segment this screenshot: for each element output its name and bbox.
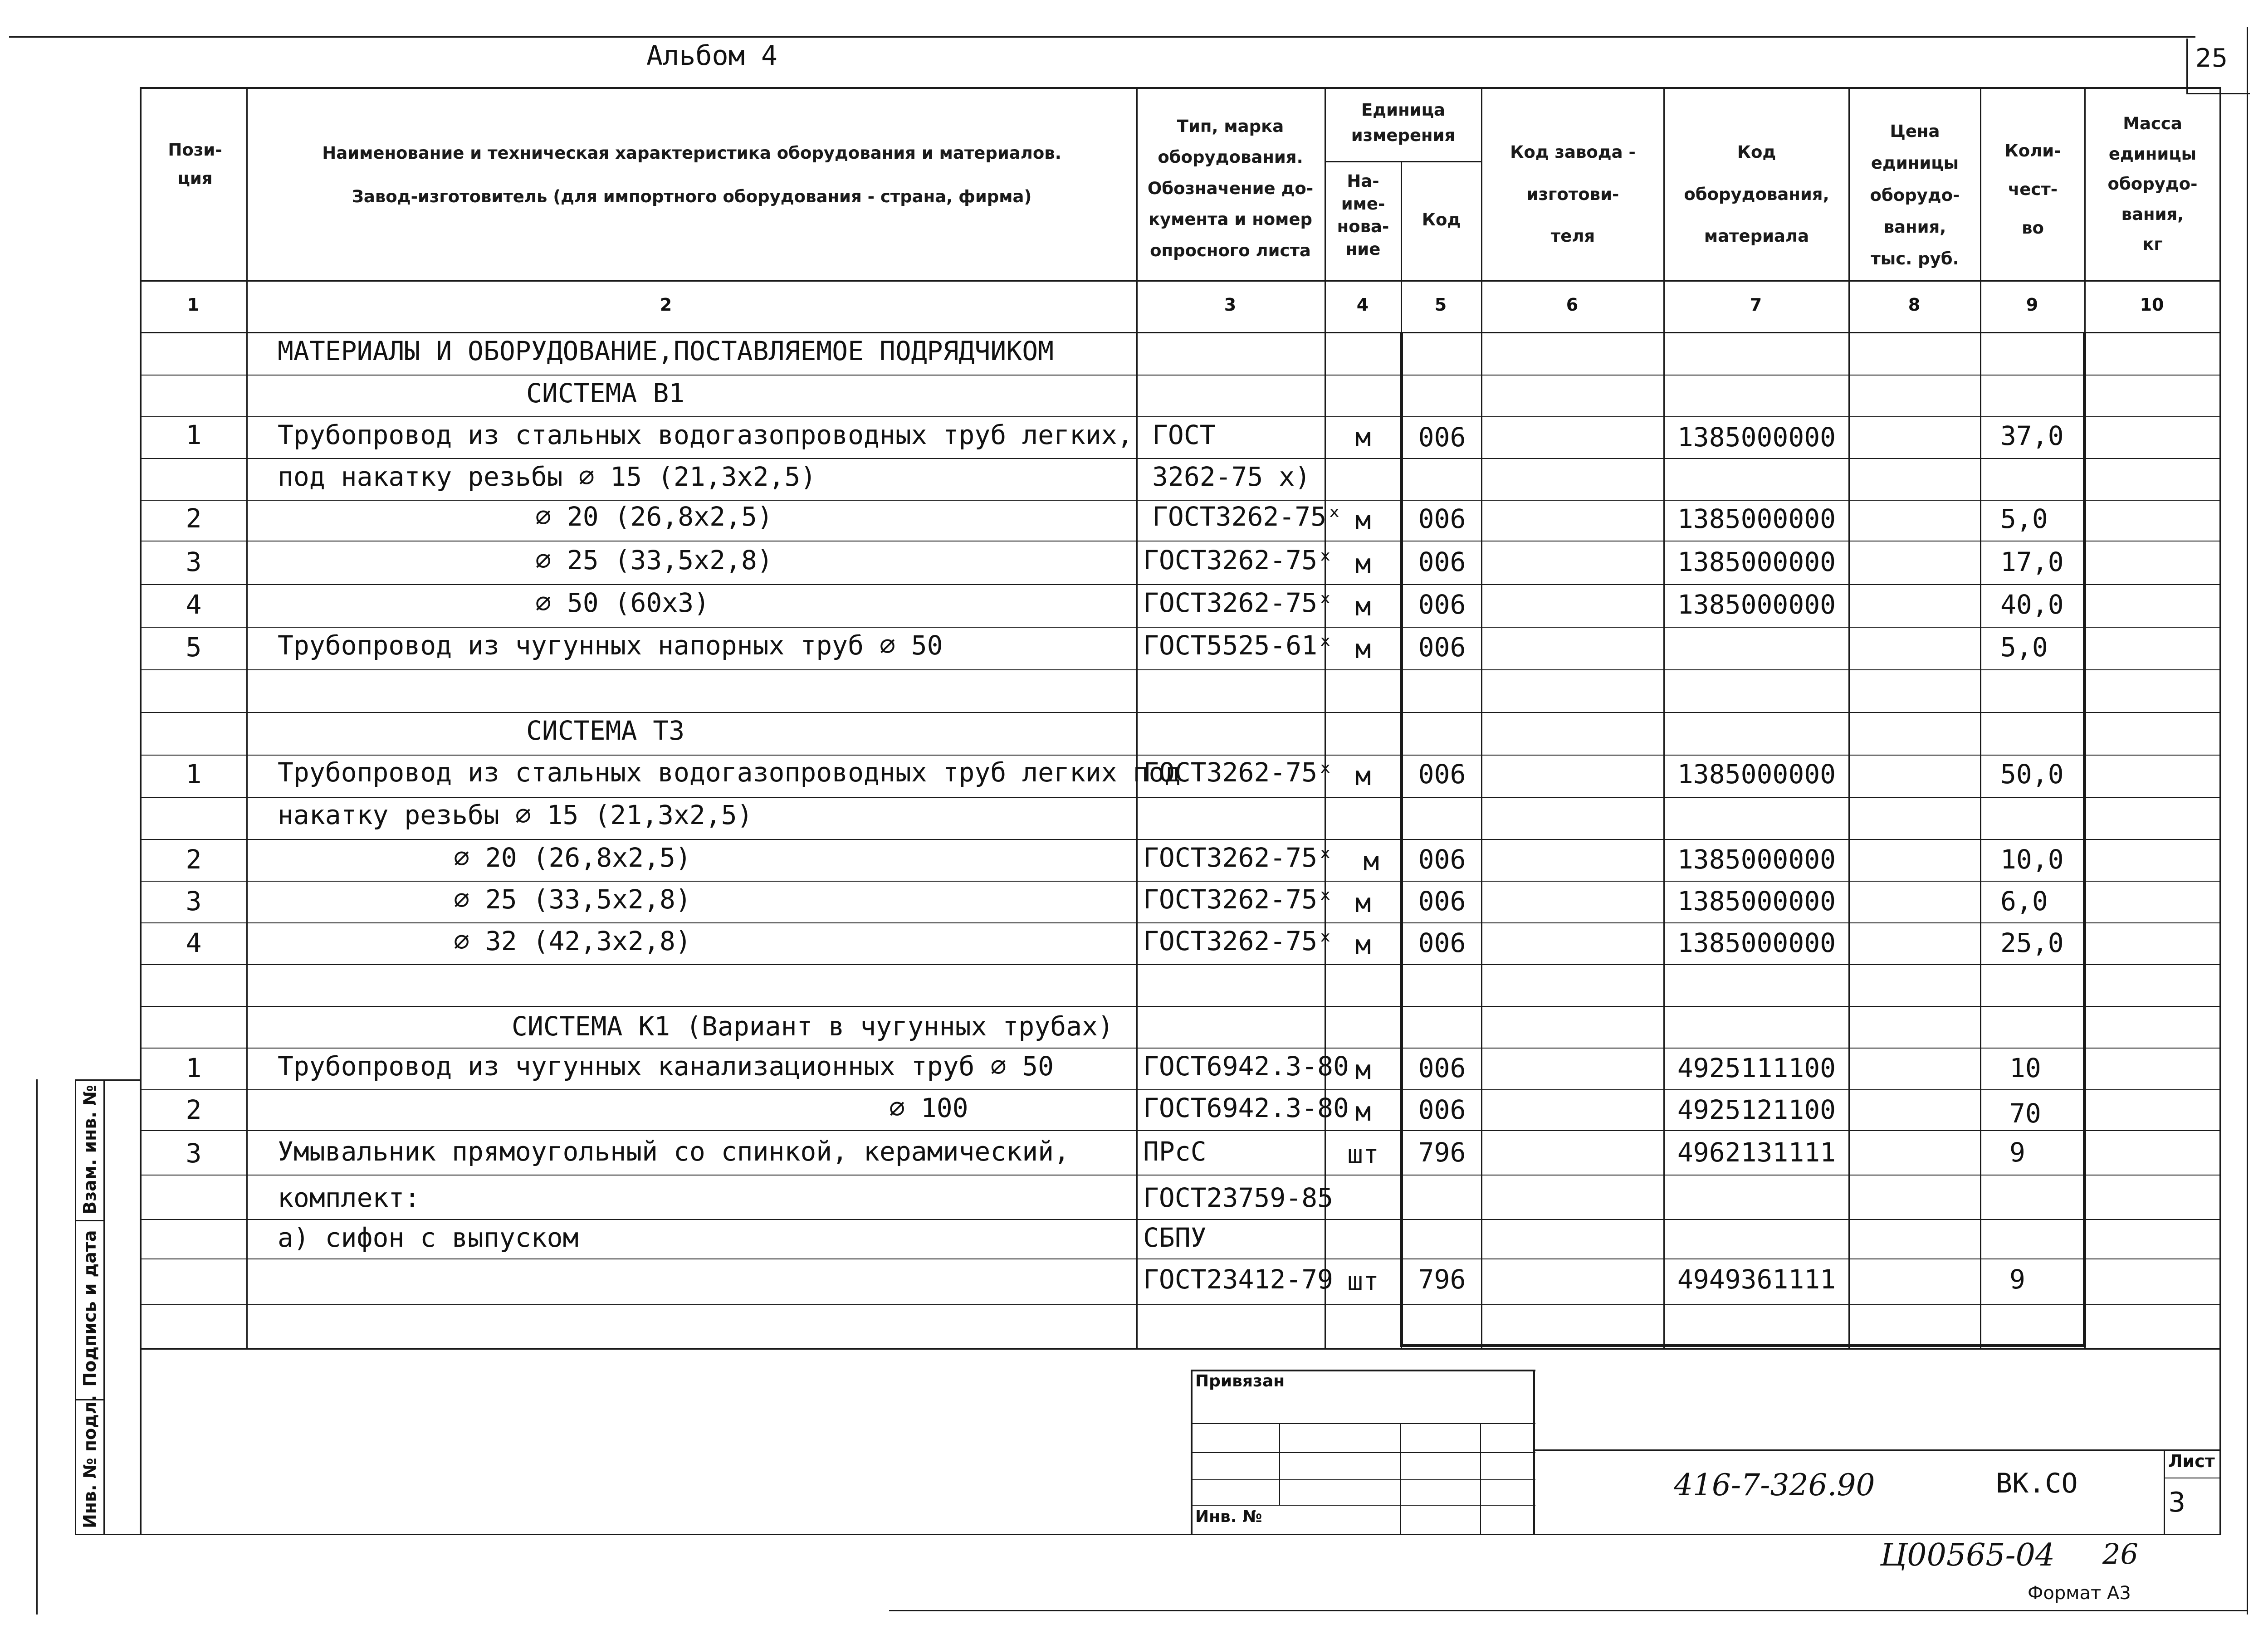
paper-format: Формат А3 (2028, 1583, 2131, 1604)
row-unit: м (1355, 761, 1371, 791)
sheet-label: Лист (2168, 1451, 2215, 1471)
row-type: ПРсС (1143, 1136, 1207, 1167)
row-name: накатку резьбы ⌀ 15 (21,3х2,5) (278, 800, 753, 830)
row-name: ⌀ 20 (26,8х2,5) (454, 842, 691, 873)
col-number: 4 (1356, 295, 1369, 315)
row-equipment-code: 1385000000 (1677, 546, 1836, 577)
row-equipment-code: 1385000000 (1677, 844, 1836, 875)
row-unit-code: 006 (1418, 546, 1466, 577)
row-name: Трубопровод из чугунных канализационных труб ⌀ 50 (278, 1051, 1054, 1082)
row-unit: м (1355, 505, 1371, 536)
row-name: ⌀ 100 (889, 1093, 968, 1123)
row-unit-code: 006 (1418, 1094, 1466, 1125)
col-number: 2 (660, 295, 672, 315)
row-quantity: 10,0 (2000, 844, 2064, 875)
row-position: 3 (186, 546, 202, 577)
col-number: 1 (187, 295, 200, 315)
col-number: 10 (2140, 295, 2164, 315)
col-number: 8 (1908, 295, 1921, 315)
header-position: Пози- ция (168, 140, 222, 188)
row-unit-code: 006 (1418, 886, 1466, 917)
row-unit: м (1363, 846, 1379, 877)
row-unit-code: 796 (1418, 1264, 1466, 1295)
row-unit-code: 006 (1418, 589, 1466, 620)
row-equipment-code: 1385000000 (1677, 503, 1836, 534)
col-number: 6 (1566, 295, 1579, 315)
row-unit: м (1355, 634, 1371, 664)
row-quantity: 17,0 (2000, 546, 2064, 577)
row-equipment-code: 4949361111 (1677, 1264, 1836, 1295)
row-unit-code: 006 (1418, 1053, 1466, 1083)
system-title: СИСТЕМА В1 (526, 378, 685, 409)
row-quantity: 9 (2009, 1264, 2025, 1295)
header-unit: Единица измерения (1351, 100, 1456, 145)
row-name: ⌀ 50 (60х3) (535, 587, 710, 618)
row-type: 3262-75 х) (1152, 461, 1311, 492)
row-name: Умывальник прямоугольный со спинкой, керамический, (278, 1136, 1070, 1167)
row-equipment-code: 4925111100 (1677, 1053, 1836, 1083)
header-price: Цена единицы оборудо- вания, тыс. руб. (1870, 122, 1960, 269)
handwritten-code: Ц00565-04 (1880, 1537, 2055, 1573)
frame-left (36, 1079, 38, 1614)
section-title: МАТЕРИАЛЫ И ОБОРУДОВАНИЕ,ПОСТАВЛЯЕМОЕ ПОДРЯДЧИКОМ (278, 336, 1054, 366)
row-equipment-code: 1385000000 (1677, 759, 1836, 790)
row-unit: м (1355, 591, 1371, 622)
row-position: 2 (186, 503, 202, 534)
row-type: ГОСТ3262-75ˣ (1152, 501, 1343, 532)
header-mass: Масса единицы оборудо- вания, кг (2107, 114, 2198, 254)
page-box-bottom (2186, 93, 2250, 94)
row-position: 1 (186, 1053, 202, 1083)
row-type: ГОСТ5525-61ˣ (1143, 630, 1334, 661)
row-equipment-code: 1385000000 (1677, 927, 1836, 958)
row-type: ГОСТ3262-75ˣ (1143, 884, 1334, 915)
system-title: СИСТЕМА Т3 (526, 715, 685, 746)
row-position: 2 (186, 1094, 202, 1125)
row-unit: м (1355, 1096, 1371, 1127)
frame-bottom (889, 1610, 2247, 1611)
row-name: ⌀ 32 (42,3х2,8) (454, 926, 691, 956)
row-unit-code: 006 (1418, 759, 1466, 790)
row-name: Трубопровод из стальных водогазопроводных труб легких, (278, 419, 1133, 450)
row-type: СБПУ (1143, 1222, 1207, 1253)
row-equipment-code: 4925121100 (1677, 1094, 1836, 1125)
row-name: ⌀ 20 (26,8х2,5) (535, 501, 773, 532)
header-quantity: Коли- чест- во (2004, 141, 2061, 238)
row-name: под накатку резьбы ⌀ 15 (21,3х2,5) (278, 461, 816, 492)
row-equipment-code: 1385000000 (1677, 422, 1836, 453)
row-quantity: 37,0 (2000, 420, 2064, 451)
album-title: Альбом 4 (646, 40, 777, 72)
row-unit-code: 006 (1418, 503, 1466, 534)
row-type: ГОСТ3262-75ˣ (1143, 757, 1334, 788)
row-name: комплект: (278, 1182, 420, 1213)
page-box-left (2186, 39, 2188, 93)
col-number: 5 (1434, 295, 1447, 315)
col-number: 7 (1750, 295, 1762, 315)
col-number: 9 (2026, 295, 2038, 315)
row-unit: м (1355, 1054, 1371, 1085)
top-rule (9, 36, 2195, 38)
row-name: ⌀ 25 (33,5х2,8) (535, 545, 773, 576)
row-position: 4 (186, 589, 202, 620)
row-unit-code: 006 (1418, 927, 1466, 958)
row-type: ГОСТ3262-75ˣ (1143, 545, 1334, 576)
row-unit: м (1355, 548, 1371, 579)
header-equipment-code: Код оборудования, материала (1684, 142, 1829, 246)
row-position: 3 (186, 886, 202, 917)
row-type: ГОСТ3262-75ˣ (1143, 926, 1334, 956)
stamp-inv: Инв. № (1195, 1507, 1262, 1526)
row-quantity: 6,0 (2000, 886, 2048, 917)
row-position: 2 (186, 844, 202, 875)
row-name: Трубопровод из чугунных напорных труб ⌀ 50 (278, 630, 943, 661)
row-unit: м (1355, 422, 1371, 453)
row-equipment-code: 1385000000 (1677, 886, 1836, 917)
row-type: ГОСТ3262-75ˣ (1143, 842, 1334, 873)
row-unit-code: 006 (1418, 632, 1466, 663)
stamp-inv-podl: Инв. № подл. (80, 1395, 100, 1528)
header-unit-name: На- име- нова- ние (1337, 171, 1389, 259)
document-mark: ВК.СО (1996, 1468, 2078, 1499)
row-quantity: 10 (2009, 1053, 2041, 1083)
header-factory-code: Код завода - изготови- теля (1510, 142, 1636, 246)
header-type: Тип, марка оборудования. Обозначение до- кумента и номер опросного листа (1147, 117, 1314, 260)
row-unit: м (1355, 888, 1371, 918)
row-position: 1 (186, 759, 202, 790)
row-quantity: 25,0 (2000, 927, 2064, 958)
row-position: 5 (186, 632, 202, 663)
row-type: ГОСТ6942.3-80 (1143, 1093, 1349, 1123)
row-quantity: 5,0 (2000, 503, 2048, 534)
row-type: ГОСТ3262-75ˣ (1143, 587, 1334, 618)
stamp-vzam-inv: Взам. инв. № (80, 1085, 100, 1215)
sheet-number: 3 (2168, 1487, 2186, 1518)
row-type: ГОСТ (1152, 419, 1216, 450)
row-quantity: 9 (2009, 1137, 2025, 1168)
row-quantity: 40,0 (2000, 589, 2064, 620)
row-equipment-code: 1385000000 (1677, 589, 1836, 620)
system-title: СИСТЕМА К1 (Вариант в чугунных трубах) (512, 1011, 1114, 1042)
row-unit: шт (1347, 1139, 1379, 1170)
handwritten-number: 26 (2102, 1537, 2138, 1571)
row-unit: м (1355, 929, 1371, 960)
row-unit-code: 006 (1418, 422, 1466, 453)
row-type: ГОСТ23759-85 (1143, 1182, 1334, 1213)
header-name: Наименование и техническая характеристика оборудования и материалов. Завод-изготовитель (для импортного оборудования - страна, фирма) (322, 143, 1061, 207)
row-position: 1 (186, 419, 202, 450)
page-number: 25 (2195, 44, 2228, 73)
row-type: ГОСТ6942.3-80 (1143, 1051, 1349, 1082)
document-code: 416-7-326.90 (1674, 1468, 1875, 1502)
row-quantity: 70 (2009, 1098, 2041, 1129)
row-position: 3 (186, 1138, 202, 1169)
stamp-bound: Привязан (1195, 1372, 1285, 1390)
header-unit-code: Код (1422, 210, 1461, 229)
row-quantity: 50,0 (2000, 759, 2064, 790)
row-name: а) сифон с выпуском (278, 1222, 579, 1253)
stamp-sign-date: Подпись и дата (80, 1230, 100, 1387)
row-name: Трубопровод из стальных водогазопроводных труб легких под (278, 757, 1181, 788)
row-unit: шт (1347, 1266, 1379, 1297)
row-equipment-code: 4962131111 (1677, 1137, 1836, 1168)
frame-right (2247, 27, 2248, 1614)
col-number: 3 (1224, 295, 1237, 315)
row-quantity: 5,0 (2000, 632, 2048, 663)
row-position: 4 (186, 927, 202, 958)
row-unit-code: 006 (1418, 844, 1466, 875)
row-name: ⌀ 25 (33,5х2,8) (454, 884, 691, 915)
row-unit-code: 796 (1418, 1137, 1466, 1168)
row-type: ГОСТ23412-79 (1143, 1264, 1334, 1295)
